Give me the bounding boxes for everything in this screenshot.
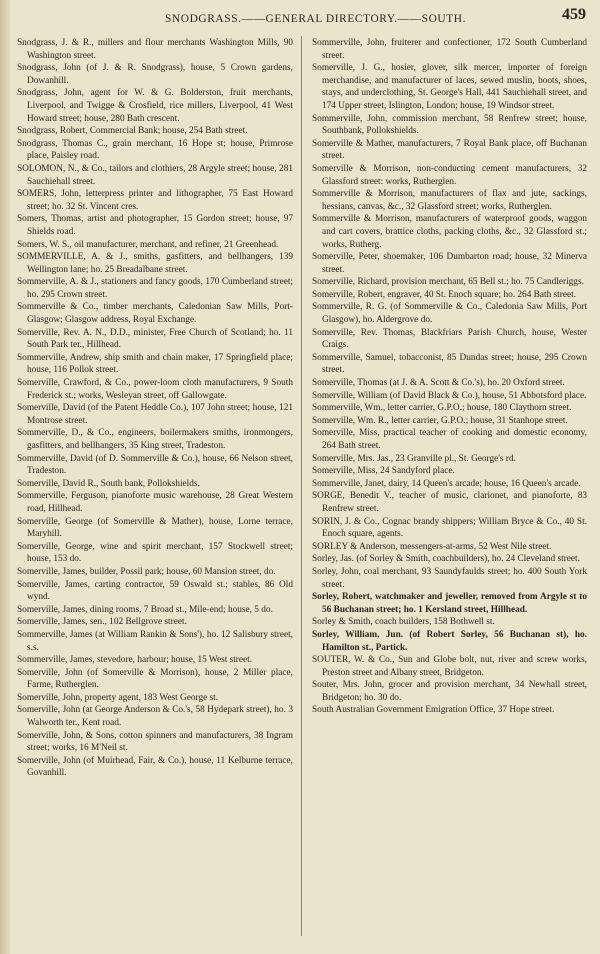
entry: Snodgrass, Robert, Commercial Bank; house, 254 Bath street. xyxy=(17,126,248,137)
entry: Sommerville & Morrison, manufacturers of flax and jute, sackings, hessians, canvas, &c., 32 Glassford street; works, Rutherglen. xyxy=(312,189,587,212)
entry: Sommerville, John, fruiterer and confectioner, 172 South Cumberland street. xyxy=(312,38,587,61)
entry: Somers, Thomas, artist and photographer, 15 Gordon street; house, 97 Shields road. xyxy=(17,214,293,237)
entry: Somerville, Mrs. Jas., 23 Granville pl., St. George's rd. xyxy=(312,453,516,464)
page-header xyxy=(15,5,588,31)
entry: Somerville, David R., South bank, Pollokshields. xyxy=(17,478,200,489)
entry: SORLEY & Anderson, messengers-at-arms, 52 West Nile street. xyxy=(312,541,552,552)
entry: Sommerville, Samuel, tobacconist, 85 Dundas street; house, 295 Crown street. xyxy=(312,352,587,376)
entry: Snodgrass, John, agent for W. & G. Bolderston, fruit merchants, Liverpool, and Twigge & Crosfield, rice millers, Liverpool, 41 West Howard street; house, 280 Bath crescent. xyxy=(17,88,293,124)
entry: Sorley, William, Jun. (of Robert Sorley, 56 Buchanan st), ho. Hamilton st., Partick. xyxy=(312,629,587,653)
entry: Sommerville, Andrew, ship smith and chain maker, 17 Springfield place; house, 116 Pollok street. xyxy=(17,352,293,376)
entry: SOUTER, W. & Co., Sun and Globe bolt, nut, river and screw works, Preston street and Albany street, Bridgeton. xyxy=(312,655,587,678)
entry: Somerville, James, carting contractor, 59 Oswald st.; stables, 86 Old wynd. xyxy=(17,579,293,603)
entry: Somerville & Mather, manufacturers, 7 Royal Bank place, off Buchanan street. xyxy=(312,138,587,162)
entry: Somerville & Morrison, non-conducting cement manufacturers, 32 Glassford street: works, Rutherglen. xyxy=(312,163,587,187)
entry: Somerville, James, sen., 102 Bellgrove street. xyxy=(17,617,187,628)
entry: Somers, W. S., oil manufacturer, merchant, and refiner, 21 Greenhead. xyxy=(17,239,279,250)
entry: Somerville, David (of the Patent Heddle Co.), 107 John street; house, 121 Montrose street. xyxy=(17,403,293,426)
entry: Sommerville, David (of D. Sommerville & Co.), house, 66 Nelson street, Tradeston. xyxy=(17,453,293,477)
entry: Sommerville, D., & Co., engineers, boilermakers smiths, ironmongers, gasfitters, and bellhangers, 35 King street, Tradeston. xyxy=(17,428,293,451)
entry: Somerville, Peter, shoemaker, 106 Dumbarton road; house, 32 Minerva street. xyxy=(312,252,587,275)
entry: Somerville, Rev. A. N., D.D., minister, Free Church of Scotland; ho. 11 South Park ter., Hillhead. xyxy=(17,327,293,351)
entry: Somerville, George, wine and spirit merchant, 157 Stockwell street; house, 153 do. xyxy=(17,541,293,565)
left-column xyxy=(17,37,293,780)
entry: Snodgrass, Thomas C., grain merchant, 16 Hope st; house, Primrose place, Paisley road. xyxy=(17,138,293,162)
entry: SOMMERVILLE, A. & J., smiths, gasfitters, and bellhangers, 139 Wellington lane; ho. 25 Breadalbane street. xyxy=(17,252,293,275)
entry: SOLOMON, N., & Co., tailors and clothiers, 28 Argyle street; house, 281 Sauchiehall street. xyxy=(17,163,293,187)
entry: Somerville, Richard, provision merchant, 65 Bell st.; ho. 75 Candleriggs. xyxy=(312,277,584,288)
right-column xyxy=(312,37,587,717)
entry: Sommerville, James (at William Rankin & Sons'), ho. 12 Salisbury street, s.s. xyxy=(17,629,293,653)
entry: Sommerville, A. & J., stationers and fancy goods, 170 Cumberland street; ho. 295 Crown street. xyxy=(17,277,293,300)
entry: Somerville, Miss, practical teacher of cooking and domestic economy, 264 Bath street. xyxy=(312,428,587,451)
column-divider xyxy=(301,36,302,936)
entry: Sorley, Robert, watchmaker and jeweller, removed from Argyle st to 56 Buchanan street; ho. 1 Kersland street, Hillhead. xyxy=(312,592,587,615)
entry: SOMERS, John, letterpress printer and lithographer, 75 East Howard street; ho. 32 St. Vincent cres. xyxy=(17,189,293,212)
page-number: 459 xyxy=(562,6,586,23)
entry: SORIN, J. & Co., Cognac brandy shippers; William Bryce & Co., 40 St. Enoch square, agents. xyxy=(312,516,587,540)
entry: Somerville, John, & Sons, cotton spinners and manufacturers, 38 Ingram street; works, 16 M'Neil st. xyxy=(17,730,293,754)
entry: Somerville, Crawford, & Co., power-loom cloth manufacturers, 9 South Frederick st.; works, Wesleyan street, off Gallowgate. xyxy=(17,378,293,401)
entry: South Australian Government Emigration Office, 37 Hope street. xyxy=(312,705,555,716)
running-head: SNODGRASS.——GENERAL DIRECTORY.——SOUTH. xyxy=(165,13,467,25)
page-binding-edge xyxy=(0,0,10,954)
entry: Somerville, Miss, 24 Sandyford place. xyxy=(312,466,455,477)
entry: Sommerville, R. G. (of Sommerville & Co., Caledonia Saw Mills, Port Glasgow), ho. Aldergrove do. xyxy=(312,302,587,326)
entry: Sorley, John, coal merchant, 93 Saundyfaulds street; ho. 400 South York street. xyxy=(312,566,587,590)
entry: Somerville, Rev. Thomas, Blackfriars Parish Church, house, Wester Craigs. xyxy=(312,327,587,351)
entry: Somerville, James, dining rooms, 7 Broad st., Mile-end; house, 5 do. xyxy=(17,604,273,615)
entry: SORGE, Benedit V., teacher of music, clarionet, and pianoforte, 83 Renfrew street. xyxy=(312,491,587,514)
entry: Somerville, Wm. R., letter carrier, G.P.O.; house, 31 Stanhope street. xyxy=(312,415,568,426)
entry: Somerville, John (at George Anderson & Co.'s, 58 Hydepark street), ho. 3 Walworth ter., Kent road. xyxy=(17,705,293,729)
entry: Somerville, John, property agent, 183 West George st. xyxy=(17,692,219,703)
entry: Sommerville, John, commission merchant, 58 Renfrew street; house, Southbank, Pollokshields. xyxy=(312,113,587,137)
entry: Somerville, John (of Somerville & Morrison), house, 2 Miller place, Farme, Rutherglen. xyxy=(17,667,293,691)
entry: Snodgrass, John (of J. & R. Snodgrass), house, 5 Crown gardens, Dowanhill. xyxy=(17,63,293,86)
entry: Sorley & Smith, coach builders, 158 Bothwell st. xyxy=(312,617,495,628)
entry: Somerville, J. G., hosier, glover, silk mercer, importer of foreign merchandise, and manufacturer of laces, sewed muslin, boots, shoes, stays, and underclothing, St. George's Hall, 441 Sauchiehall street, and 174 Upper street, Islington, London; house, 19 Windsor street. xyxy=(312,63,587,111)
entry: Somerville, George (of Somerville & Mather), house, Lorne terrace, Maryhill. xyxy=(17,516,293,540)
entry: Somerville, John (of Muirhead, Fair, & Co.), house, 11 Kelburne terrace, Govanhill. xyxy=(17,755,293,779)
entry: Sorley, Jas. (of Sorley & Smith, coachbuilders), ho. 24 Cleveland street. xyxy=(312,554,580,565)
entry: Snodgrass, J. & R., millers and flour merchants Washington Mills, 90 Washington street. xyxy=(17,38,293,61)
entry: Sommerville, James, stevedore, harbour; house, 15 West street. xyxy=(17,655,253,666)
entry: Somerville, Thomas (at J. & A. Scott & Co.'s), ho. 20 Oxford street. xyxy=(312,378,565,389)
entry: Somerville, William (of David Black & Co.), house, 51 Abbotsford place. xyxy=(312,390,587,401)
entry: Somerville, Robert, engraver, 40 St. Enoch square; ho. 264 Bath street. xyxy=(312,289,577,300)
entry: Somerville, James, builder, Possil park; house, 60 Mansion street, do. xyxy=(17,566,276,577)
entry: Sommerville, Janet, dairy, 14 Queen's arcade; house, 16 Queen's arcade. xyxy=(312,478,581,489)
entry: Sommerville & Co., timber merchants, Caledonian Saw Mills, Port-Glasgow; Glasgow address, Royal Exchange. xyxy=(17,302,293,326)
entry: Souter, Mrs. John, grocer and provision merchant, 34 Newhall street, Bridgeton; ho. 30 do. xyxy=(312,680,587,703)
entry: Sommerville, Wm., letter carrier, G.P.O.; house, 180 Claythorn street. xyxy=(312,403,572,414)
entry: Sommerville & Morrison, manufacturers of waterproof goods, waggon and cart covers, brattice cloths, packing cloths, &c., 32 Glassford st.; works, Rutherg. xyxy=(312,214,587,250)
entry: Sommerville, Ferguson, pianoforte music warehouse, 28 Great Western road, Hillhead. xyxy=(17,491,293,514)
